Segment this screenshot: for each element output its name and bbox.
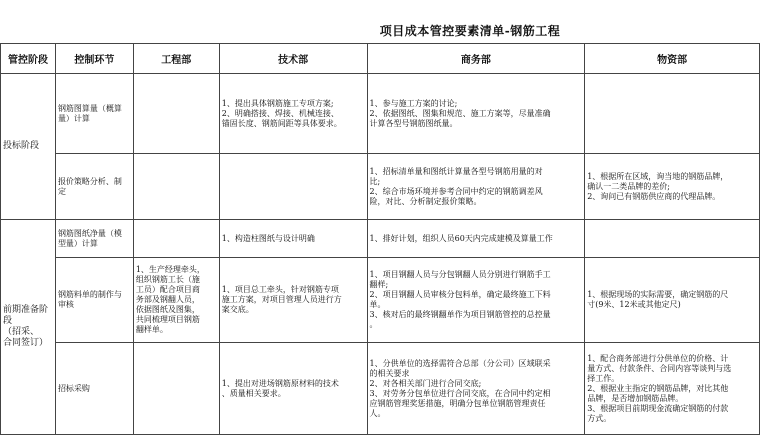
commercial-cell: 1、排好计划，组织人员60天内完成建模及算量工作 bbox=[367, 220, 585, 258]
technical-cell: 1、提出具体钢筋施工专项方案; 2、明确搭接、焊接、机械连接、 锚固长度、钢筋间距等具体要求。 bbox=[219, 74, 367, 154]
table-row bbox=[1, 74, 760, 154]
step-cell: 钢筋图算量（概算 量）计算 bbox=[55, 74, 133, 154]
commercial-cell: 1、参与施工方案的讨论; 2、依据图纸、图集和规范、施工方案等，尽量准确 计算各型号钢筋图纸量。 bbox=[367, 74, 585, 154]
header-stage: 管控阶段 bbox=[1, 44, 56, 74]
table-row bbox=[1, 258, 760, 343]
materials-cell: 1、根据所在区域，询当地的钢筋品牌， 确认一二类品牌的差价; 2、询问已有钢筋供应商的代理品牌。 bbox=[585, 154, 760, 220]
cost-control-table bbox=[0, 43, 760, 435]
technical-cell: 1、构造柱图纸与设计明确 bbox=[219, 220, 367, 258]
page-title: 项目成本管控要素清单-钢筋工程 bbox=[379, 24, 561, 38]
engineering-cell bbox=[133, 220, 219, 258]
header-step: 控制环节 bbox=[55, 44, 133, 74]
step-cell: 钢筋图纸净量（模 型量）计算 bbox=[55, 220, 133, 258]
table-row bbox=[1, 343, 760, 435]
table-row bbox=[1, 220, 760, 258]
engineering-cell bbox=[133, 343, 219, 435]
step-cell: 报价策略分析、制 定 bbox=[55, 154, 133, 220]
stage-cell: 前期准备阶段 （招采、 合同签订） bbox=[1, 220, 56, 435]
materials-cell: 1、根据现场的实际需要，确定钢筋的尺 寸(9米、12米或其他定尺) bbox=[585, 258, 760, 343]
technical-cell: 1、提出对进场钢筋原材料的技术 、质量相关要求。 bbox=[219, 343, 367, 435]
materials-cell: 1、配合商务部进行分供单位的价格、计 量方式、付款条件、合同内容等谈判与选 择工作。 2、根据业主指定的钢筋品牌，对比其他 品牌，是否增加钢筋品牌。 3、根据项目前期现金流确定钢筋的付款 方式。 bbox=[585, 343, 760, 435]
commercial-cell: 1、招标清单量和图纸计算量各型号钢筋用量的对 比; 2、综合市场环境并参考合同中约定的钢筋调差风 险，对比、分析制定报价策略。 bbox=[367, 154, 585, 220]
engineering-cell bbox=[133, 74, 219, 154]
stage-cell: 投标阶段 bbox=[1, 74, 56, 220]
engineering-cell: 1、生产经理牵头， 组织钢筋工长（施 工员）配合项目商 务部及钢翻人员， 依据图纸及图集， 共同梳理项目钢筋 翻样单。 bbox=[133, 258, 219, 343]
header-commercial: 商务部 bbox=[367, 44, 585, 74]
technical-cell bbox=[219, 154, 367, 220]
technical-cell: 1、项目总工牵头，针对钢筋专项 施工方案，对项目管理人员进行方 案交底。 bbox=[219, 258, 367, 343]
table-row bbox=[1, 154, 760, 220]
header-materials: 物资部 bbox=[585, 44, 760, 74]
header-technical: 技术部 bbox=[219, 44, 367, 74]
header-engineering: 工程部 bbox=[133, 44, 219, 74]
step-cell: 钢筋料单的制作与 审核 bbox=[55, 258, 133, 343]
commercial-cell: 1、分供单位的选择需符合总部（分公司）区域联采 的相关要求 2、对各相关部门进行合同交底; 3、对劳务分包单位进行合同交底，在合同中约定相 应钢筋管理奖惩措施，明确分包单位钢筋管理责任 人。 bbox=[367, 343, 585, 435]
step-cell: 招标采购 bbox=[55, 343, 133, 435]
engineering-cell bbox=[133, 154, 219, 220]
materials-cell bbox=[585, 220, 760, 258]
materials-cell bbox=[585, 74, 760, 154]
commercial-cell: 1、项目钢翻人员与分包钢翻人员分别进行钢筋手工 翻样; 2、项目钢翻人员审核分包料单，确定最终施工下料 单。 3、核对后的最终钢翻单作为项目钢筋管控的总控量 。 bbox=[367, 258, 585, 343]
header-row bbox=[1, 44, 760, 74]
